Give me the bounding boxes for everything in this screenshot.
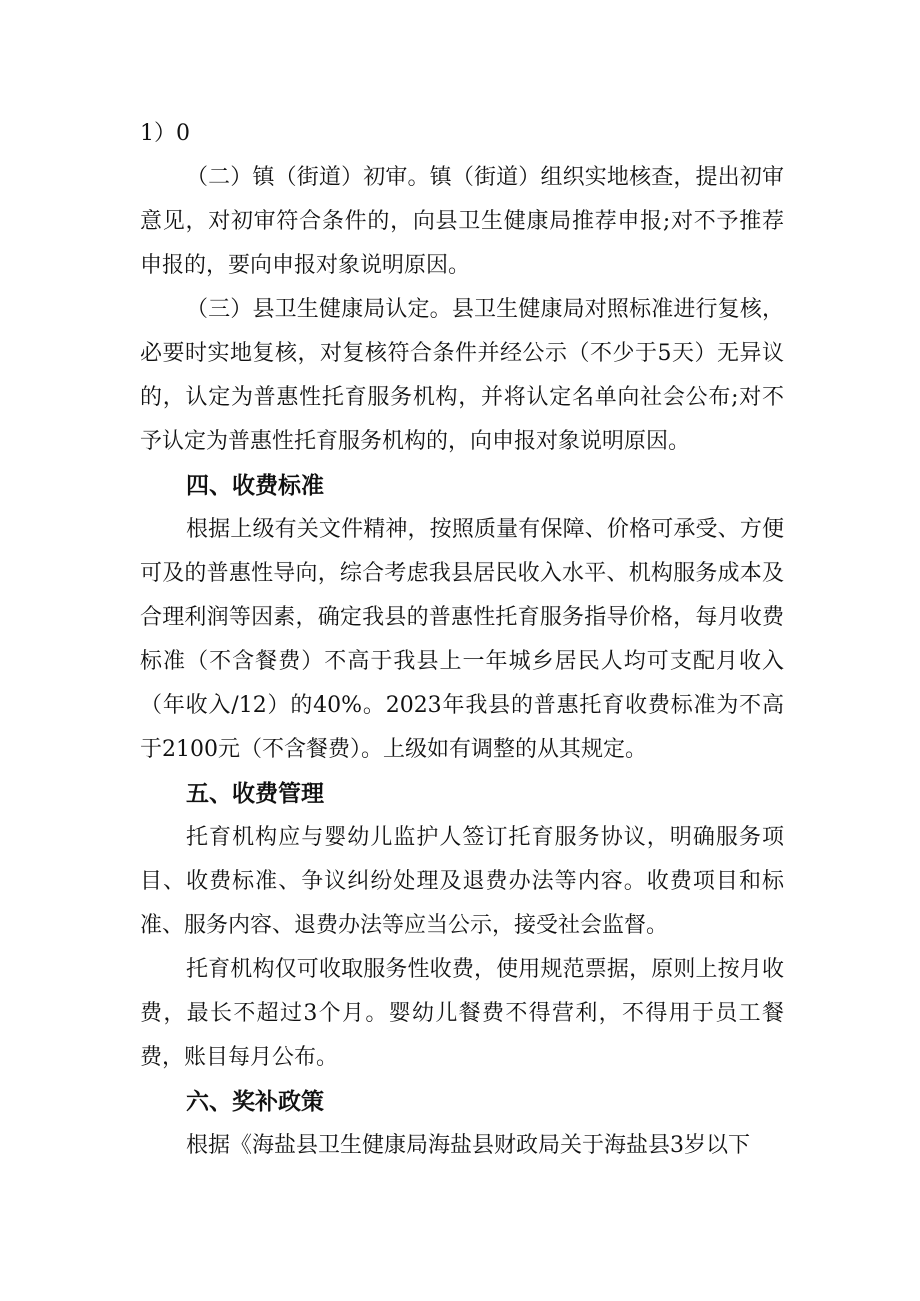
paragraph-fragment: 1）0 — [140, 121, 190, 146]
section-heading-fee-management: 五、收费管理 — [186, 781, 324, 807]
paragraph-fee-agreement: 托育机构应与婴幼儿监护人签订托育服务协议，明确服务项目、收费标准、争议纠纷处理及退费办法等内容。收费项目和标准、服务内容、退费办法等应当公示，接受社会监督。 — [140, 825, 784, 938]
section-heading-subsidy-policy: 六、奖补政策 — [186, 1089, 324, 1115]
document-page — [140, 112, 784, 1168]
paragraph-fee-standard: 根据上级有关文件精神，按照质量有保障、价格可承受、方便可及的普惠性导向，综合考虑我县居民收入水平、机构服务成本及合理利润等因素，确定我县的普惠性托育服务指导价格，每月收费标准（不含餐费）不高于我县上一年城乡居民人均可支配月收入（年收入/12）的40%。2023年我县的普惠托育收费标准为不高于2100元（不含餐费）。上级如有调整的从其规定。 — [140, 517, 784, 762]
paragraph-fee-collection: 托育机构仅可收取服务性收费，使用规范票据，原则上按月收费，最长不超过3个月。婴幼儿餐费不得营利，不得用于员工餐费，账目每月公布。 — [140, 957, 784, 1070]
paragraph-subsidy-basis: 根据《海盐县卫生健康局海盐县财政局关于海盐县3岁以下 — [186, 1133, 750, 1158]
paragraph-town-review: （二）镇（街道）初审。镇（街道）组织实地核查，提出初审意见，对初审符合条件的，向县卫生健康局推荐申报;对不予推荐申报的，要向申报对象说明原因。 — [140, 165, 784, 278]
section-heading-fee-standard: 四、收费标准 — [186, 473, 324, 499]
paragraph-county-certification: （三）县卫生健康局认定。县卫生健康局对照标准进行复核，必要时实地复核，对复核符合条件并经公示（不少于5天）无异议的，认定为普惠性托育服务机构，并将认定名单向社会公布;对不予认定为普惠性托育服务机构的，向申报对象说明原因。 — [140, 297, 784, 454]
